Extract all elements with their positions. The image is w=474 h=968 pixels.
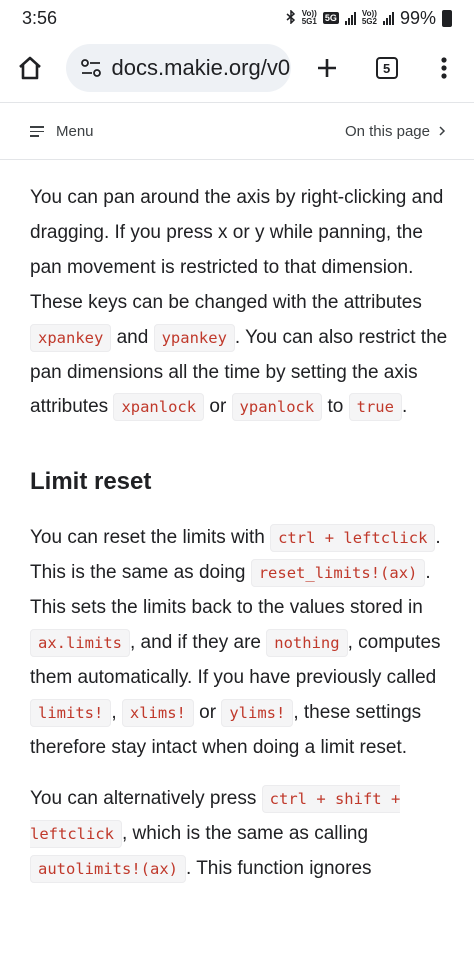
more-vert-icon	[441, 57, 447, 79]
code-xpankey: xpankey	[30, 324, 111, 352]
text: .	[401, 396, 408, 418]
text: or	[204, 396, 232, 418]
url-text: docs.makie.org/v0	[111, 55, 291, 80]
code-xpanlock: xpanlock	[113, 393, 204, 421]
text: or	[193, 701, 222, 723]
status-time: 3:56	[22, 7, 58, 28]
text: , and if they are	[130, 632, 267, 654]
on-this-page-label: On this page	[344, 122, 430, 140]
overflow-menu-button[interactable]	[422, 46, 466, 90]
text: . This is the same as doing	[30, 527, 441, 584]
code-autolimits: autolimits!(ax)	[30, 855, 186, 883]
menu-label: Menu	[56, 122, 94, 140]
status-bar	[0, 0, 474, 36]
signal-sim1-icon	[345, 11, 356, 25]
text: You can reset the limits with	[30, 527, 271, 549]
hamburger-icon	[30, 126, 44, 136]
chevron-right-icon	[438, 125, 446, 137]
code-ax-limits: ax.limits	[30, 629, 130, 657]
code-ylims: ylims!	[221, 699, 293, 727]
text: . This function ignores	[185, 857, 372, 879]
text: , computes them automatically. If you have previously called	[30, 632, 441, 688]
code-reset-limits: reset_limits!(ax)	[251, 559, 426, 587]
home-icon	[17, 55, 43, 81]
text: You can alternatively press	[30, 787, 262, 809]
battery-icon	[442, 10, 452, 27]
home-button[interactable]	[8, 46, 52, 90]
text: , which is the same as calling	[122, 822, 369, 844]
code-ypanlock: ypanlock	[232, 393, 323, 421]
new-tab-button[interactable]	[305, 46, 349, 90]
paragraph-autolimits	[30, 782, 450, 887]
status-icons	[286, 8, 452, 29]
code-true: true	[349, 393, 402, 421]
text: to	[322, 396, 349, 418]
tab-switcher-button[interactable]	[365, 46, 409, 90]
code-xlims: xlims!	[122, 699, 194, 727]
on-this-page-button[interactable]	[345, 123, 446, 140]
volte-sim2-top: Vo))	[361, 9, 377, 18]
battery-percent: 99%	[399, 7, 436, 28]
text: , these settings therefore stay intact when doing a limit reset.	[30, 701, 422, 758]
code-ypankey: ypankey	[154, 324, 235, 352]
volte-sim2-indicator	[362, 10, 377, 26]
paragraph-limit-reset	[30, 521, 450, 765]
text: and	[111, 326, 154, 348]
volte-sim1-indicator	[302, 10, 317, 26]
heading-limit-reset: Limit reset	[30, 468, 152, 496]
nav-divider	[0, 159, 474, 160]
signal-sim2-icon	[383, 11, 394, 25]
docs-nav-bar	[0, 103, 474, 159]
5g-badge: 5G	[324, 13, 337, 23]
menu-button[interactable]	[30, 123, 94, 140]
text: You can pan around the axis by right-clicking and dragging. If you press x or y while panning, the pan movement is restricted to that dimension. These keys can be changed with the attributes	[30, 187, 444, 313]
volte-sim2-bottom: 5G2	[361, 17, 377, 26]
volte-sim1-top: Vo))	[301, 9, 317, 18]
text: . This sets the limits back to the values stored in	[30, 562, 431, 619]
bluetooth-icon	[286, 10, 296, 27]
plus-icon	[316, 57, 338, 79]
tab-count-badge: 5	[376, 57, 398, 79]
code-ctrl-leftclick: ctrl + leftclick	[270, 524, 435, 552]
code-limits: limits!	[30, 699, 111, 727]
browser-toolbar	[0, 36, 474, 100]
volte-sim1-bottom: 5G1	[301, 17, 317, 26]
text: . You can also restrict the pan dimensions all the time by setting the axis attributes	[30, 326, 448, 418]
site-settings-icon[interactable]	[80, 59, 102, 77]
address-bar[interactable]	[66, 44, 292, 92]
doc-content	[30, 181, 450, 886]
text: ,	[111, 701, 122, 723]
code-ctrl-shift-leftclick: ctrl + shift + leftclick	[30, 785, 400, 848]
code-nothing: nothing	[266, 629, 347, 657]
paragraph-pan	[30, 181, 450, 425]
